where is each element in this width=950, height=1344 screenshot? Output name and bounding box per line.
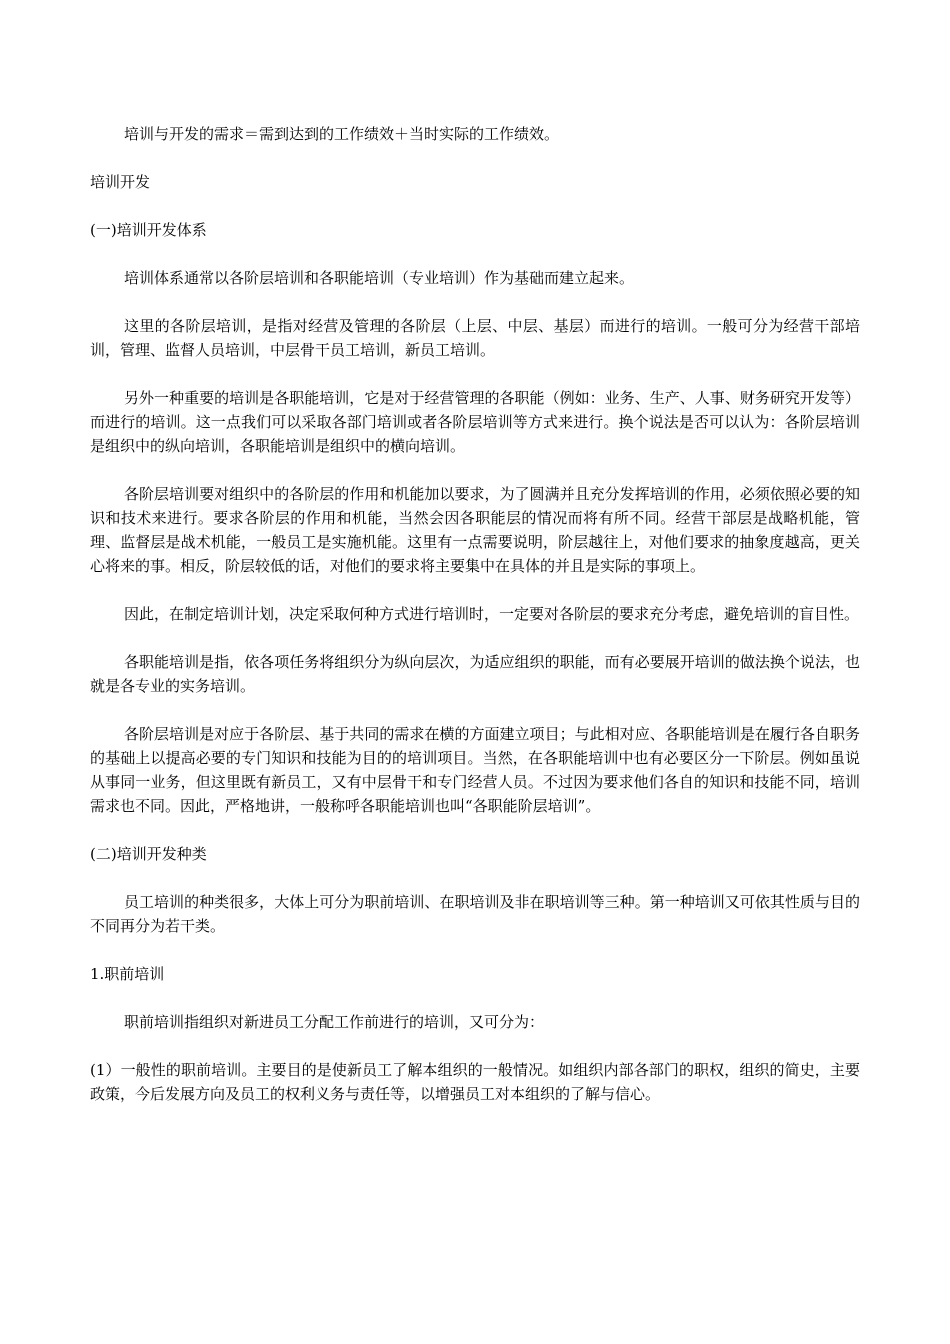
document-page — [90, 122, 860, 1130]
paragraph: 各阶层培训是对应于各阶层、基于共同的需求在横的方面建立项目；与此相对应、各职能培训是在履行各自职务的基础上以提高必要的专门知识和技能为目的的培训项目。当然，在各职能培训中也有必要区分一下阶层。例如虽说从事同一业务，但这里既有新员工，又有中层骨干和专门经营人员。不过因为要求他们各自的知识和技能不同，培训需求也不同。因此，严格地讲，一般称呼各职能培训也叫“各职能阶层培训”。 — [90, 725, 860, 815]
paragraph: 另外一种重要的培训是各职能培训，它是对于经营管理的各职能（例如：业务、生产、人事、财务研究开发等）而进行的培训。这一点我们可以采取各部门培训或者各阶层培训等方式来进行。换个说法是否可以认为：各阶层培训是组织中的纵向培训，各职能培训是组织中的横向培训。 — [90, 389, 860, 455]
subsection-heading: 1.职前培训 — [90, 965, 165, 983]
paragraph: 各阶层培训要对组织中的各阶层的作用和机能加以要求，为了圆满并且充分发挥培训的作用，必须依照必要的知识和技术来进行。要求各阶层的作用和机能，当然会因各职能层的情况而将有所不同。经营干部层是战略机能，管理、监督层是战术机能，一般员工是实施机能。这里有一点需要说明，阶层越往上，对他们要求的抽象度越高，更关心将来的事。相反，阶层较低的话，对他们的要求将主要集中在具体的并且是实际的事项上。 — [90, 485, 860, 575]
paragraph: 培训体系通常以各阶层培训和各职能培训（专业培训）作为基础而建立起来。 — [124, 269, 635, 287]
paragraph: 职前培训指组织对新进员工分配工作前进行的培训，又可分为： — [124, 1013, 545, 1031]
section-heading: 培训开发 — [90, 173, 151, 191]
paragraph: 各职能培训是指，依各项任务将组织分为纵向层次，为适应组织的职能，而有必要展开培训的做法换个说法，也就是各专业的实务培训。 — [90, 653, 860, 695]
paragraph: 因此，在制定培训计划，决定采取何种方式进行培训时，一定要对各阶层的要求充分考虑，避免培训的盲目性。 — [124, 605, 860, 623]
subsection-heading: (二)培训开发种类 — [90, 845, 207, 863]
paragraph: 员工培训的种类很多，大体上可分为职前培训、在职培训及非在职培训等三种。第一种培训又可依其性质与目的不同再分为若干类。 — [90, 893, 860, 935]
list-item-paragraph: (1）一般性的职前培训。主要目的是使新员工了解本组织的一般情况。如组织内部各部门的职权，组织的简史，主要政策，今后发展方向及员工的权利义务与责任等，以增强员工对本组织的了解与信心。 — [90, 1061, 860, 1103]
paragraph: 这里的各阶层培训，是指对经营及管理的各阶层（上层、中层、基层）而进行的培训。一般可分为经营干部培训，管理、监督人员培训，中层骨干员工培训，新员工培训。 — [90, 317, 860, 359]
paragraph: 培训与开发的需求＝需到达到的工作绩效＋当时实际的工作绩效。 — [124, 125, 560, 143]
subsection-heading: (一)培训开发体系 — [90, 221, 207, 239]
